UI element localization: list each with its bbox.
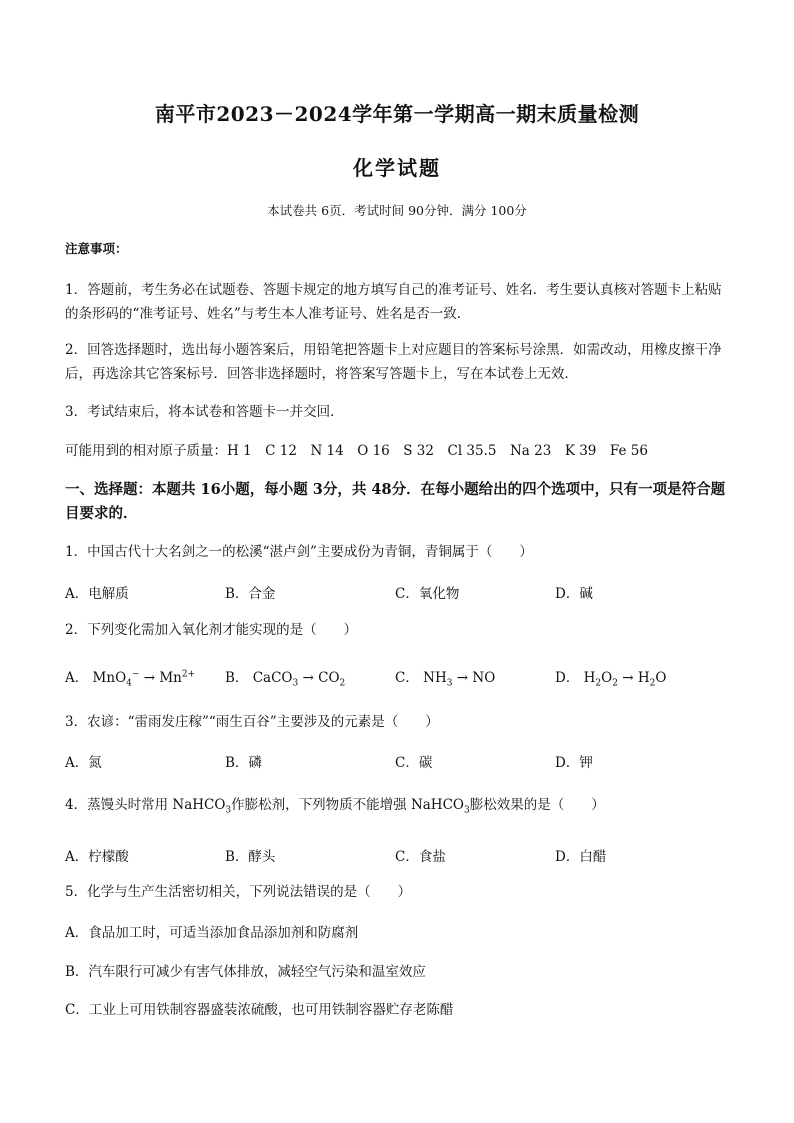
question-5-option-a: A．食品加工时，可适当添加食品添加剂和防腐剂 bbox=[65, 925, 359, 941]
question-1-option-d: D．碱 bbox=[555, 586, 593, 602]
atomic-masses: 可能用到的相对原子质量：H 1 C 12 N 14 O 16 S 32 Cl 35.5 Na 23 K 39 Fe 56 bbox=[65, 443, 648, 459]
question-4-option-c: C．食盐 bbox=[395, 849, 446, 865]
subscript: 2 bbox=[649, 678, 656, 689]
question-1-option-a: A．电解质 bbox=[65, 586, 129, 602]
subscript: 3 bbox=[292, 678, 299, 689]
question-5-option-b: B．汽车限行可减少有害气体排放，减轻空气污染和温室效应 bbox=[65, 964, 426, 980]
question-1-stem: 1．中国古代十大名剑之一的松溪“湛卢剑”主要成份为青铜，青铜属于（ ） bbox=[65, 544, 533, 560]
option-label: D． bbox=[555, 670, 580, 686]
arrow-icon: → bbox=[302, 670, 314, 686]
formula-text: O bbox=[601, 670, 613, 686]
formula-text: NO bbox=[472, 670, 496, 686]
formula-text: Mn bbox=[159, 670, 182, 686]
option-label: A． bbox=[65, 670, 89, 686]
question-2-option-c bbox=[395, 666, 496, 689]
question-3-stem: 3．农谚：“雷雨发庄稼”“雨生百谷”主要涉及的元素是（ ） bbox=[65, 714, 439, 730]
formula-text: CO bbox=[318, 670, 340, 686]
section-heading: 一、选择题：本题共 16小题，每小题 3分，共 48分．在每小题给出的四个选项中，只有一项是符合题目要求的． bbox=[65, 481, 726, 522]
question-4-option-b: B．酵头 bbox=[225, 849, 276, 865]
question-3-option-c: C．碳 bbox=[395, 755, 433, 771]
superscript: − bbox=[131, 669, 140, 680]
question-3-option-b: B．磷 bbox=[225, 755, 262, 771]
superscript: 2+ bbox=[181, 669, 196, 680]
question-1-option-b: B．合金 bbox=[225, 586, 276, 602]
question-4-stem bbox=[65, 795, 605, 815]
subscript: 3 bbox=[446, 678, 453, 689]
arrow-icon: → bbox=[456, 670, 469, 686]
question-5-option-c: C．工业上可用铁制容器盛装浓硫酸，也可用铁制容器贮存老陈醋 bbox=[65, 1002, 454, 1018]
option-label: C． bbox=[395, 670, 419, 686]
note-item-2: 2．回答选择题时，选出每小题答案后，用铅笔把答题卡上对应题目的答案标号涂黑．如需改动，用橡皮擦干净后，再选涂其它答案标号．回答非选择题时，将答案写答题卡上，写在本试卷上无效． bbox=[65, 342, 722, 382]
question-3-option-d: D．钾 bbox=[555, 755, 593, 771]
subscript: 3 bbox=[463, 805, 470, 816]
note-item-1: 1．答题前，考生务必在试题卷、答题卡规定的地方填写自己的准考证号、姓名．考生要认真核对答题卡上粘贴的条形码的“准考证号、姓名”与考生本人准考证号、姓名是否一致． bbox=[65, 282, 722, 322]
subscript: 2 bbox=[595, 678, 602, 689]
subscript: 3 bbox=[225, 805, 232, 816]
exam-subtitle: 化学试题 bbox=[353, 156, 441, 180]
question-4-option-a: A．柠檬酸 bbox=[65, 849, 129, 865]
exam-info: 本试卷共 6页．考试时间 90分钟．满分 100分 bbox=[267, 203, 527, 218]
subscript: 2 bbox=[612, 678, 618, 689]
question-1-option-c: C．氧化物 bbox=[395, 586, 460, 602]
arrow-icon: → bbox=[622, 670, 634, 686]
option-label: B． bbox=[225, 670, 249, 686]
question-3-option-a: A．氮 bbox=[65, 755, 102, 771]
notes-heading: 注意事项： bbox=[65, 241, 128, 256]
stem-text: 膨松效果的是（ ） bbox=[469, 797, 605, 813]
question-2-stem: 2．下列变化需加入氧化剂才能实现的是（ ） bbox=[65, 622, 358, 638]
question-4-option-d: D．白醋 bbox=[555, 849, 607, 865]
question-2-option-a bbox=[65, 666, 196, 689]
formula-text: H bbox=[583, 670, 596, 686]
formula-text: CaCO bbox=[252, 670, 293, 686]
question-5-stem: 5．化学与生产生活密切相关，下列说法错误的是（ ） bbox=[65, 884, 412, 900]
subscript: 2 bbox=[339, 678, 346, 689]
question-2-option-d bbox=[555, 666, 667, 689]
stem-text: 4．蒸馒头时常用 NaHCO bbox=[65, 797, 226, 813]
subscript: 4 bbox=[126, 678, 132, 689]
note-item-3: 3．考试结束后，将本试卷和答题卡一并交回． bbox=[65, 404, 344, 420]
formula-text: H bbox=[637, 670, 650, 686]
stem-text: 作膨松剂，下列物质不能增强 NaHCO bbox=[231, 797, 464, 813]
formula-text: MnO bbox=[92, 670, 127, 686]
question-2-option-b bbox=[225, 666, 346, 689]
exam-title: 南平市2023－2024学年第一学期高一期末质量检测 bbox=[154, 102, 640, 126]
formula-text: NH bbox=[423, 670, 447, 686]
formula-text: O bbox=[655, 670, 667, 686]
arrow-icon: → bbox=[143, 670, 156, 686]
